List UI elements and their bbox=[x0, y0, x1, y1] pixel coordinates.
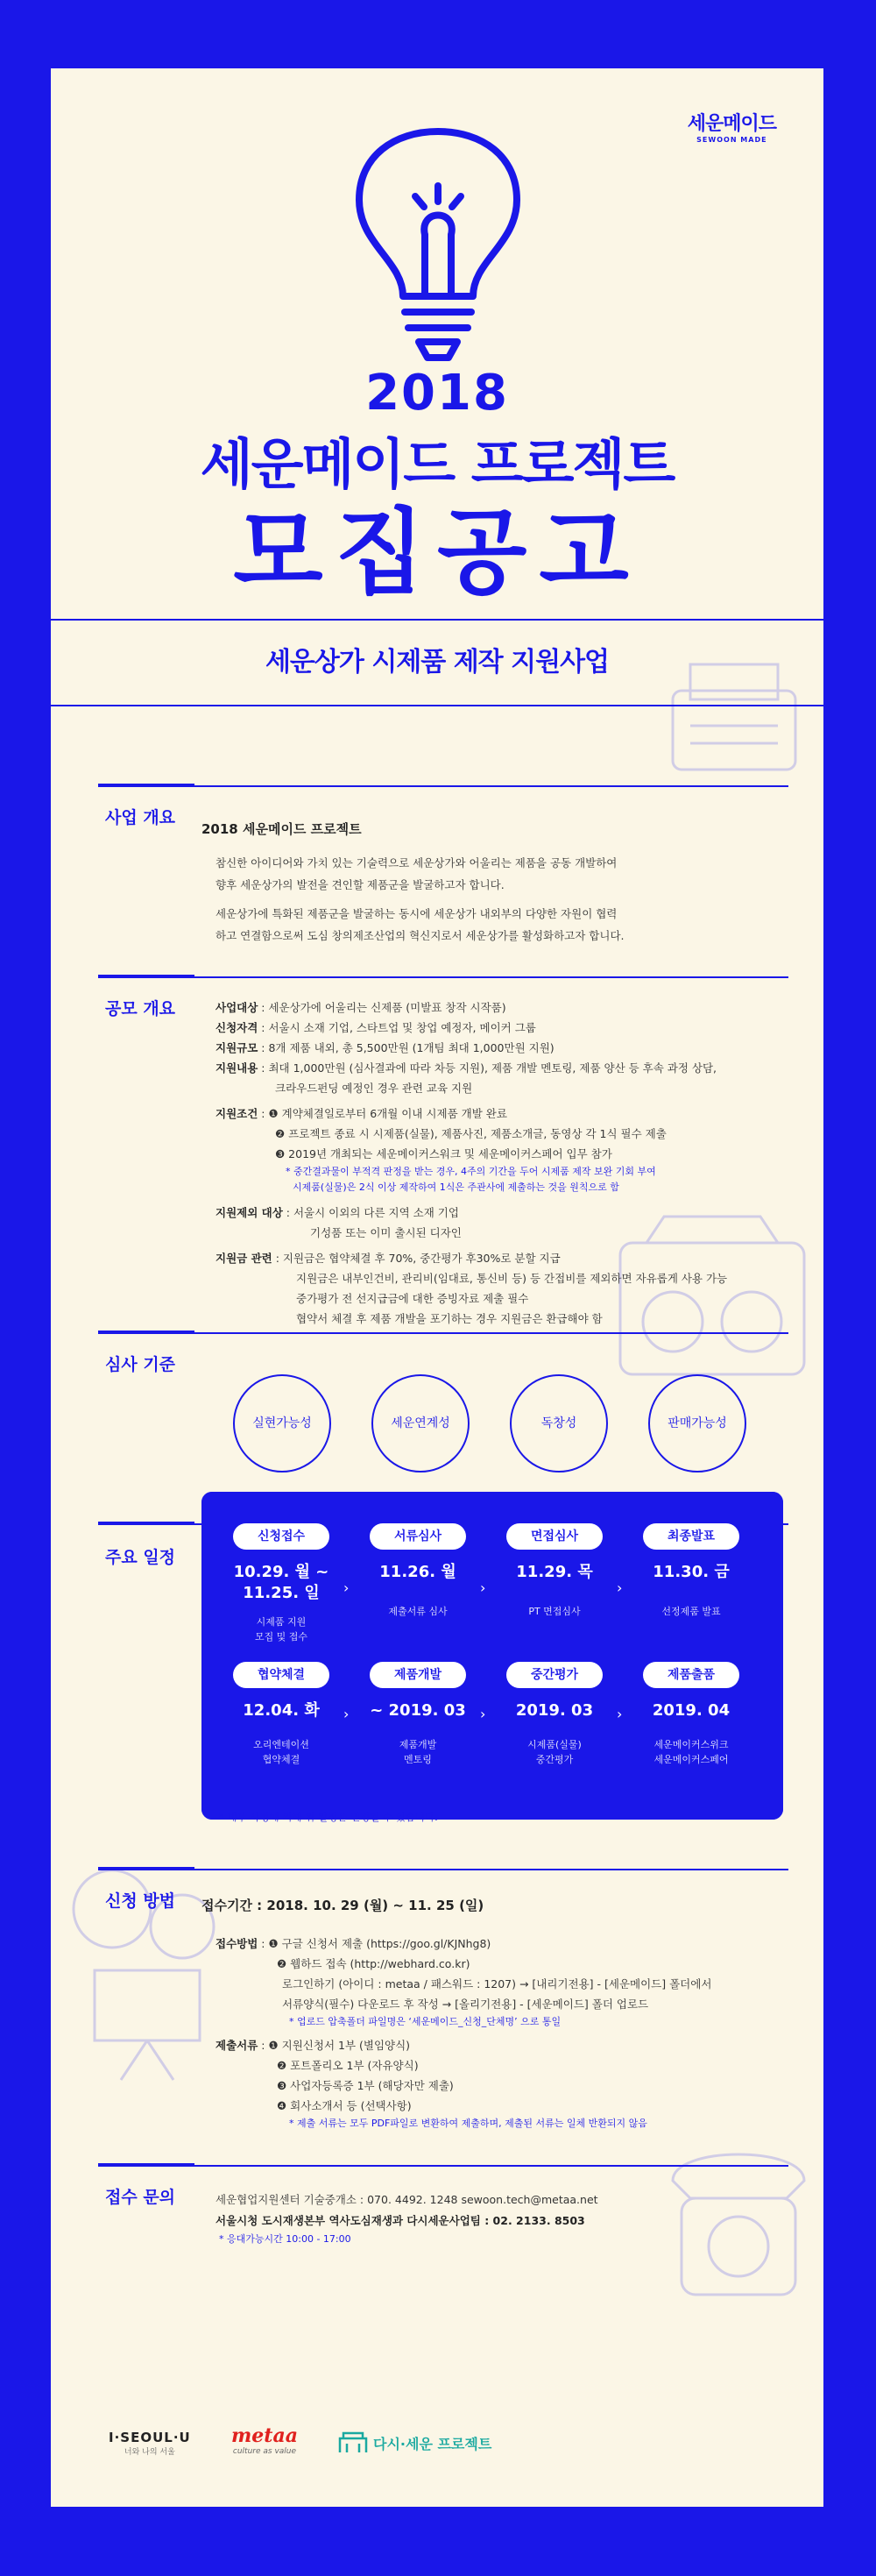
criteria-item: 판매가능성 bbox=[648, 1374, 746, 1473]
schedule-cell: 서류심사 11.26. 월 제출서류 심사 bbox=[361, 1523, 475, 1619]
poster bbox=[51, 68, 823, 2507]
hero-project: 세운메이드 프로젝트 bbox=[200, 432, 675, 496]
chevron-right-icon: › bbox=[617, 1706, 623, 1722]
contact-title: 접수 문의 bbox=[105, 2188, 176, 2207]
chevron-right-icon: › bbox=[343, 1706, 350, 1722]
criteria-item: 실현가능성 bbox=[233, 1374, 331, 1473]
schedule-cell: 협약체결 12.04. 화 오리엔테이션 협약체결 bbox=[224, 1662, 338, 1767]
overview-paragraph-1: 참신한 아이디어와 가치 있는 기술력으로 세운상가와 어울리는 제품을 공동 개발하여 향후 세운상가의 발전을 견인할 제품군을 발굴하고자 합니다. bbox=[215, 856, 618, 891]
section-divider bbox=[98, 2165, 788, 2167]
schedule-cell: 최종발표 11.30. 금 선정제품 발표 bbox=[634, 1523, 748, 1619]
apply-details: 접수방법 : ❶ 구글 신청서 제출 (https://goo.gl/KJNhg8) ❷ 웹하드 접속 (http://webhard.co.kr) 로그인하기 (아이디 : metaa / 패스워드 : 1207) → [내리기전용] - [세운메이드] 폴더에서 서류양식(필수) 다운로드 후 작성 → [올리기전용] - [세운메이드] 폴더 업로드 * 업로드 압축폴더 파일명은 ‘세운메이드_신청_단체명’ 으로 통일 제출서류 : ❶ 지원신청서 1부 (별임양식) ❷ 포트폴리오 1부 (자유양식) ❸ 사업자등록증 1부 (해당자만 제출) ❹ 회사소개서 등 (선택사항) * 제출 서류는 모두 PDF파일로 변환하여 제출하며, 제출된 서류는 일체 반환되지 않음 bbox=[215, 1937, 712, 2129]
schedule-cell: 중간평가 2019. 03 시제품(실물) 중간평가 bbox=[498, 1662, 611, 1767]
dasi-sewoon-logo: 다시·세운 프로젝트 bbox=[338, 2431, 491, 2454]
section-divider bbox=[98, 1869, 788, 1870]
overview-heading: 2018 세운메이드 프로젝트 bbox=[201, 821, 362, 837]
schedule-cell: 제품출품 2019. 04 세운메이커스위크 세운메이커스페어 bbox=[634, 1662, 748, 1767]
schedule-cell: 신청접수 10.29. 월 ~ 11.25. 일 시제품 지원 모집 및 접수 bbox=[224, 1523, 338, 1644]
apply-title: 신청 방법 bbox=[105, 1891, 176, 1911]
light-bulb-icon bbox=[342, 121, 534, 366]
typewriter-icon bbox=[655, 656, 813, 787]
chevron-right-icon: › bbox=[480, 1579, 486, 1596]
section-divider bbox=[98, 976, 788, 978]
brand-logo: 세운메이드 SEWOON MADE bbox=[687, 113, 776, 144]
apply-period: 접수기간 : 2018. 10. 29 (월) ~ 11. 25 (일) bbox=[201, 1898, 484, 1913]
contact-details: 세운협업지원센터 기술중개소 : 070. 4492. 1248 sewoon.tech@metaa.net 서울시청 도시재생본부 역사도심재생과 다시세운사업팀 : 02. 2133. 8503 * 응대가능시간 10:00 - 17:00 bbox=[215, 2193, 598, 2245]
chevron-right-icon: › bbox=[480, 1706, 486, 1722]
criteria-item: 독창성 bbox=[510, 1374, 608, 1473]
chevron-right-icon: › bbox=[617, 1579, 623, 1596]
chevron-right-icon: › bbox=[343, 1579, 350, 1596]
hero-subtitle: 세운상가 시제품 제작 지원사업 bbox=[51, 619, 823, 706]
section-divider bbox=[98, 785, 788, 787]
hero-recruit: 모집공고 bbox=[233, 499, 641, 607]
schedule-board bbox=[201, 1492, 783, 1820]
schedule-cell: 면접심사 11.29. 목 PT 면접심사 bbox=[498, 1523, 611, 1619]
telephone-icon bbox=[655, 2128, 822, 2312]
section-divider bbox=[98, 1332, 788, 1334]
schedule-note: * 내부 사정에 의해 위 일정은 변경될 수 있습니다. bbox=[219, 1811, 438, 1823]
metaa-logo: metaa culture as value bbox=[231, 2424, 298, 2456]
recruitment-details: 사업대상 : 세운상가에 어울리는 신제품 (미발표 창작 시작품) 신청자격 : 서울시 소재 기업, 스타트업 및 창업 예정자, 메이커 그룹 지원규모 : 8개 제품 내외, 총 5,500만원 (1개팀 최대 1,000만원 지원) 지원내용 : 최대 1,000만원 (심사결과에 따라 차등 지원), 제품 개발 멘토링, 제품 양산 등 후속 과정 상담, 크라우드펀딩 예정인 경우 관련 교육 지원 지원조건 : ❶ 계약체결일로부터 6개월 이내 시제품 개발 완료 ❷ 프로젝트 종료 시 시제품(실물), 제품사진, 제품소개글, 동영상 각 1식 필수 제출 ❸ 2019년 개최되는 세운메이커스워크 및 세운메이커스페어 입무 참가 * 중간결과물이 부적격 판정을 받는 경우, 4주의 기간을 두어 시제품 제작 보완 기회 부여 시제품(실물)은 2식 이상 제작하여 1식은 주관사에 제출하는 것을 원칙으로 함 지원제외 대상 : 서울시 이외의 다른 지역 소재 기업 기성품 또는 이미 출시된 디자인 지원금 관련 : 지원금은 협약체결 후 70%, 중간평가 후30%로 분할 지급 지원금은 내부인건비, 관리비(임대료, 통신비 등) 등 간접비를 제외하면 자유롭게 사용 가능 중가평가 전 선지급금에 대한 증빙자료 제출 필수 협약서 체결 후 제품 개발을 포기하는 경우 지원금은 환급해야 함 bbox=[215, 1001, 728, 1325]
criteria-item: 세운연계성 bbox=[371, 1374, 470, 1473]
building-icon bbox=[338, 2431, 368, 2454]
schedule-cell: 제품개발 ~ 2019. 03 제품개발 멘토링 bbox=[361, 1662, 475, 1767]
recruitment-title: 공모 개요 bbox=[105, 999, 176, 1018]
overview-title: 사업 개요 bbox=[105, 808, 176, 827]
seoul-logo: I·SEOUL·U 너와 나의 서울 bbox=[109, 2430, 191, 2457]
schedule-title: 주요 일정 bbox=[105, 1548, 176, 1567]
hero-year: 2018 bbox=[365, 365, 509, 422]
overview-paragraph-2: 세운상가에 특화된 제품군을 발굴하는 동시에 세운상가 내외부의 다양한 자원이 협력 하고 연결함으로써 도심 창의제조산업의 혁신지로서 세운상가를 활성화하고자 합니다. bbox=[215, 907, 625, 942]
criteria-title: 심사 기준 bbox=[105, 1355, 176, 1374]
